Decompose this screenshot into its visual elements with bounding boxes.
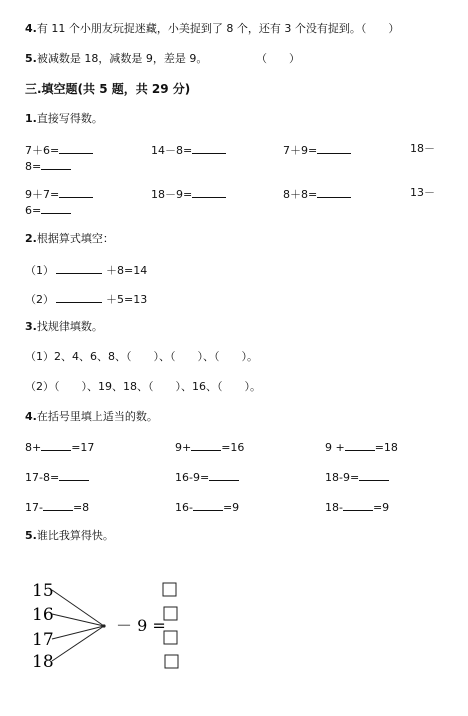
answer-blank[interactable]	[56, 262, 102, 274]
problem-number: 4.	[25, 410, 37, 423]
answer-blank[interactable]	[41, 158, 71, 170]
diagram-line	[52, 626, 104, 639]
answer-blank[interactable]	[43, 499, 73, 511]
diagram-line	[52, 626, 104, 661]
question-4	[25, 22, 399, 36]
calc-item-wrap: 6=	[25, 202, 71, 218]
answer-blank[interactable]	[41, 439, 71, 451]
fill-item: 8+ =17	[25, 441, 95, 454]
problem-text: 直接写得数。	[36, 112, 103, 125]
diagram-number: 17	[32, 630, 54, 650]
diagram-operation: － 9 =	[116, 616, 166, 635]
answer-blank[interactable]	[59, 142, 93, 154]
fill-item: 9+ =16	[175, 441, 245, 454]
answer-blank[interactable]	[317, 142, 351, 154]
fill-item: 18-9=	[325, 469, 389, 485]
answer-box[interactable]	[164, 631, 177, 644]
calc-item-start: 18－	[410, 142, 435, 155]
problem-text: 根据算式填空：	[36, 232, 114, 245]
answer-blank[interactable]	[209, 469, 239, 481]
problem-text: 找规律填数。	[36, 320, 103, 333]
fill-item: 16- =9	[175, 501, 240, 514]
answer-blank[interactable]	[41, 202, 71, 214]
problem-number: 2.	[25, 232, 37, 245]
calc-item-wrap: 8=	[25, 158, 71, 174]
answer-blank[interactable]	[56, 291, 102, 303]
fill-item: 17-8=	[25, 469, 89, 485]
fill-item: 16-9=	[175, 469, 239, 485]
calc-item-start: 13－	[410, 186, 435, 199]
answer-blank[interactable]	[192, 142, 226, 154]
answer-paren[interactable]: （ ）	[256, 52, 300, 65]
fill-item: 17- =8	[25, 501, 90, 514]
answer-blank[interactable]	[59, 469, 89, 481]
fill-item: 9 + =18	[325, 441, 398, 454]
pattern-line: （1）2、4、6、8、（ ）、（ ）、（ ）。	[25, 350, 258, 363]
answer-blank[interactable]	[343, 499, 373, 511]
problem-4-title	[25, 410, 158, 424]
answer-blank[interactable]	[59, 186, 93, 198]
calc-item: 14－8=	[151, 142, 226, 158]
calc-item: 7＋9=	[283, 142, 351, 158]
answer-box[interactable]	[165, 655, 178, 668]
problem-3-title	[25, 320, 103, 334]
diagram-line	[52, 590, 104, 626]
answer-blank[interactable]	[191, 439, 221, 451]
diagram-number: 15	[32, 581, 54, 601]
question-text: 有 11 个小朋友玩捉迷藏，小美捉到了 8 个，还有 3 个没有捉到。（ ）	[36, 22, 400, 35]
section-title: 三.填空题(共 5 题，共 29 分)	[25, 82, 191, 96]
answer-blank[interactable]	[345, 439, 375, 451]
answer-blank[interactable]	[317, 186, 351, 198]
answer-blank[interactable]	[193, 499, 223, 511]
question-text: 被减数是 18，减数是 9，差是 9。	[36, 52, 208, 65]
subtraction-diagram	[0, 575, 468, 705]
fill-line: （1） ＋8=14	[25, 264, 148, 277]
answer-blank[interactable]	[192, 186, 226, 198]
calc-item: 8＋8=	[283, 186, 351, 202]
diagram-number: 16	[32, 605, 54, 625]
problem-text: 谁比我算得快。	[36, 529, 114, 542]
fill-line: （2） ＋5=13	[25, 293, 148, 306]
calc-item: 18－9=	[151, 186, 226, 202]
problem-5-title	[25, 529, 114, 543]
diagram-node	[102, 624, 105, 627]
answer-box[interactable]	[163, 583, 176, 596]
diagram-number: 18	[32, 652, 54, 672]
calc-item: 9＋7=	[25, 186, 93, 202]
question-number: 4.	[25, 22, 37, 35]
calc-item: 7＋6=	[25, 142, 93, 158]
problem-1-title	[25, 112, 103, 126]
problem-number: 1.	[25, 112, 37, 125]
answer-box[interactable]	[164, 607, 177, 620]
pattern-line: （2）（ ）、19、18、（ ）、16、（ ）。	[25, 380, 261, 393]
fill-item: 18- =9	[325, 501, 390, 514]
question-number: 5.	[25, 52, 37, 65]
problem-text: 在括号里填上适当的数。	[36, 410, 158, 423]
problem-number: 3.	[25, 320, 37, 333]
question-5	[25, 52, 207, 66]
problem-2-title	[25, 232, 114, 246]
answer-blank[interactable]	[359, 469, 389, 481]
problem-number: 5.	[25, 529, 37, 542]
